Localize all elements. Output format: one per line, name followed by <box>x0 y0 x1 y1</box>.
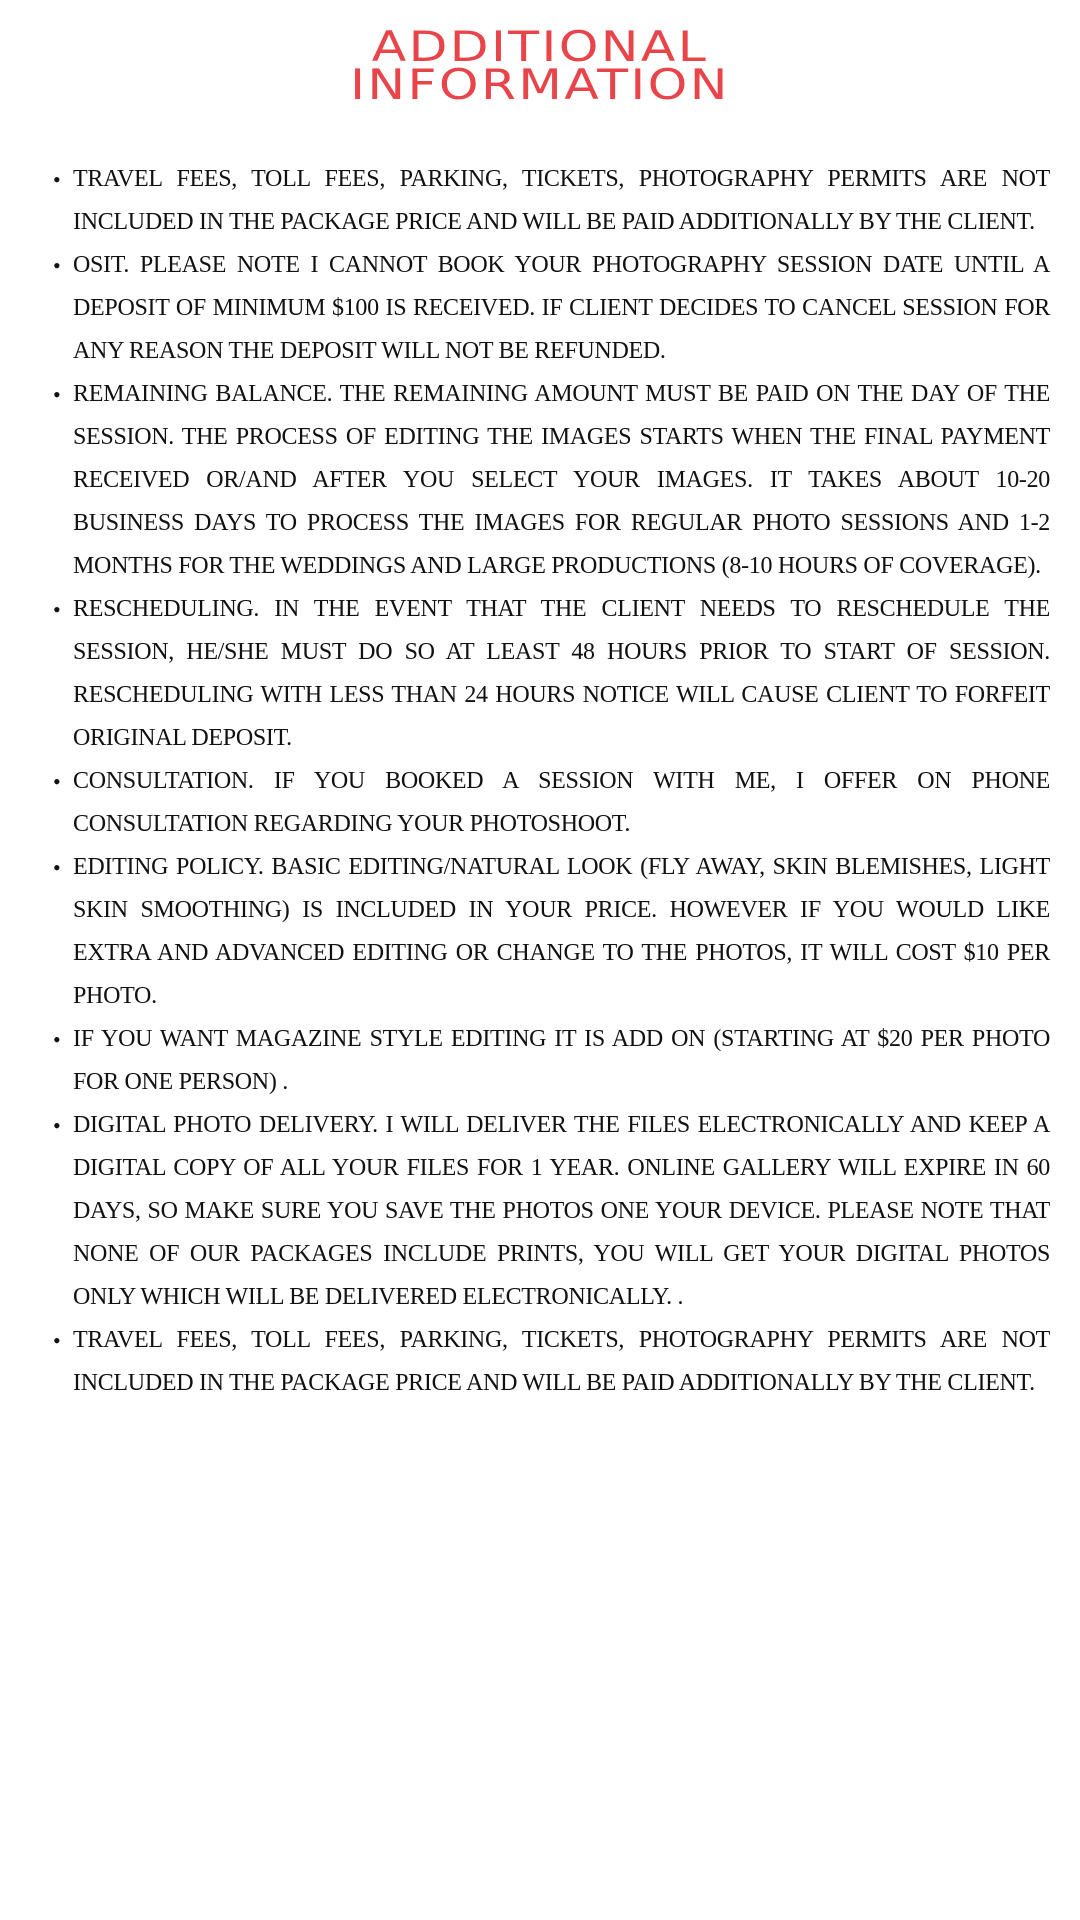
list-item <box>53 1319 1050 1405</box>
page-title-line-1: ADDITIONAL <box>371 22 709 71</box>
list-item <box>53 760 1050 846</box>
bullet-icon: • <box>53 382 61 407</box>
bullet-icon: • <box>53 769 61 794</box>
list-item <box>53 158 1050 244</box>
list-item-text: TRAVEL FEES, TOLL FEES, PARKING, TICKETS, PHOTOGRAPHY PERMITS ARE NOT INCLUDED IN THE PACKAGE PRICE AND WILL BE PAID ADDITIONALLY BY THE CLIENT. <box>73 1327 1050 1396</box>
list-item <box>53 244 1050 373</box>
bullet-icon: • <box>53 855 61 880</box>
bullet-icon: • <box>53 1328 61 1353</box>
list-item <box>53 588 1050 760</box>
bullet-icon: • <box>53 167 61 192</box>
page-title-line-2: INFORMATION <box>350 60 730 109</box>
list-item <box>53 846 1050 1018</box>
list-item <box>53 373 1050 588</box>
page-title <box>0 22 1080 109</box>
bullet-icon: • <box>53 597 61 622</box>
bullet-icon: • <box>53 1113 61 1138</box>
list-item-text: EDITING POLICY. BASIC EDITING/NATURAL LOOK (FLY AWAY, SKIN BLEMISHES, LIGHT SKIN SMOOTHING) IS INCLUDED IN YOUR PRICE. HOWEVER IF YOU WOULD LIKE EXTRA AND ADVANCED EDITING OR CHANGE TO THE PHOTOS, IT WILL COST $10 PER PHOTO. <box>73 854 1050 1009</box>
info-list <box>53 158 1050 1405</box>
list-item-text: REMAINING BALANCE. THE REMAINING AMOUNT MUST BE PAID ON THE DAY OF THE SESSION. THE PROCESS OF EDITING THE IMAGES STARTS WHEN THE FINAL PAYMENT RECEIVED OR/AND AFTER YOU SELECT YOUR IMAGES. IT TAKES ABOUT 10-20 BUSINESS DAYS TO PROCESS THE IMAGES FOR REGULAR PHOTO SESSIONS AND 1-2 MONTHS FOR THE WEDDINGS AND LARGE PRODUCTIONS (8-10 HOURS OF COVERAGE). <box>73 381 1050 579</box>
list-item <box>53 1104 1050 1319</box>
list-item-text: OSIT. PLEASE NOTE I CANNOT BOOK YOUR PHOTOGRAPHY SESSION DATE UNTIL A DEPOSIT OF MINIMUM $100 IS RECEIVED. IF CLIENT DECIDES TO CANCEL SESSION FOR ANY REASON THE DEPOSIT WILL NOT BE REFUNDED. <box>73 252 1050 364</box>
bullet-icon: • <box>53 1027 61 1052</box>
list-item-text: IF YOU WANT MAGAZINE STYLE EDITING IT IS ADD ON (STARTING AT $20 PER PHOTO FOR ONE PERSON) . <box>73 1026 1050 1095</box>
list-item-text: CONSULTATION. IF YOU BOOKED A SESSION WITH ME, I OFFER ON PHONE CONSULTATION REGARDING YOUR PHOTOSHOOT. <box>73 768 1050 837</box>
list-item <box>53 1018 1050 1104</box>
list-item-text: TRAVEL FEES, TOLL FEES, PARKING, TICKETS, PHOTOGRAPHY PERMITS ARE NOT INCLUDED IN THE PACKAGE PRICE AND WILL BE PAID ADDITIONALLY BY THE CLIENT. <box>73 166 1050 235</box>
list-item-text: DIGITAL PHOTO DELIVERY. I WILL DELIVER THE FILES ELECTRONICALLY AND KEEP A DIGITAL COPY OF ALL YOUR FILES FOR 1 YEAR. ONLINE GALLERY WILL EXPIRE IN 60 DAYS, SO MAKE SURE YOU SAVE THE PHOTOS ONE YOUR DEVICE. PLEASE NOTE THAT NONE OF OUR PACKAGES INCLUDE PRINTS, YOU WILL GET YOUR DIGITAL PHOTOS ONLY WHICH WILL BE DELIVERED ELECTRONICALLY. . <box>73 1112 1050 1310</box>
bullet-icon: • <box>53 253 61 278</box>
list-item-text: RESCHEDULING. IN THE EVENT THAT THE CLIENT NEEDS TO RESCHEDULE THE SESSION, HE/SHE MUST DO SO AT LEAST 48 HOURS PRIOR TO START OF SESSION. RESCHEDULING WITH LESS THAN 24 HOURS NOTICE WILL CAUSE CLIENT TO FORFEIT ORIGINAL DEPOSIT. <box>73 596 1050 751</box>
